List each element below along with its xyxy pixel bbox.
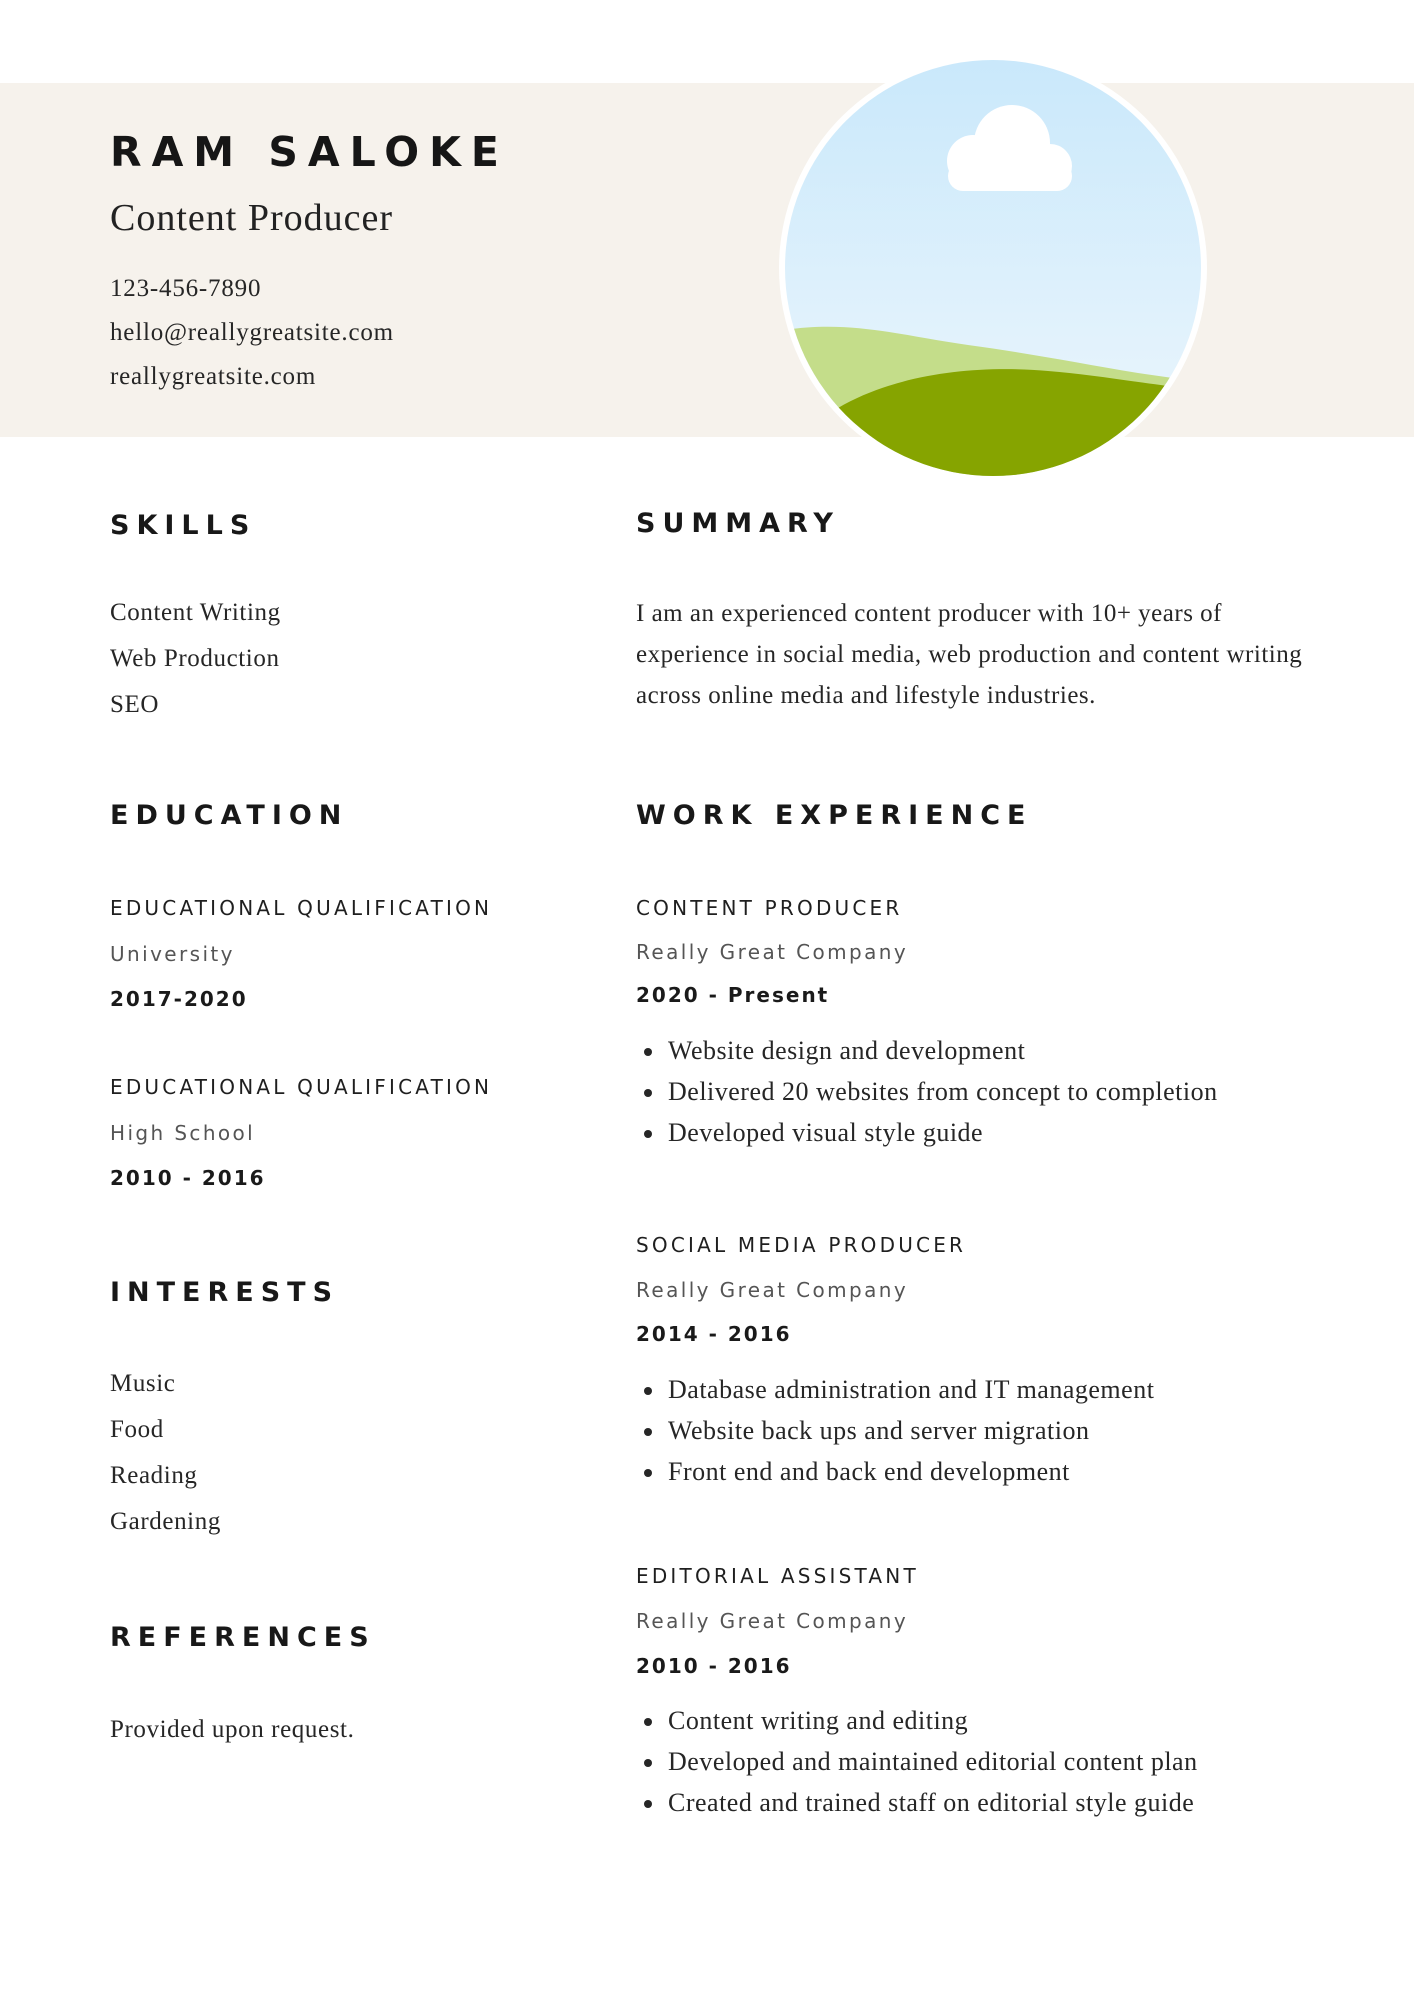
job-duty: • Website back ups and server migration	[666, 1410, 1154, 1451]
job-company: Really Great Company	[636, 940, 909, 964]
education-years: 2010 - 2016	[110, 1166, 266, 1190]
job-duty: • Database administration and IT management	[666, 1369, 1154, 1410]
summary-heading: SUMMARY	[636, 508, 840, 539]
job-years: 2014 - 2016	[636, 1322, 792, 1346]
summary-text: I am an experienced content producer with 10+ years of experience in social media, web production and content writing across online media and lifestyle industries.	[636, 600, 1303, 709]
interests-heading: INTERESTS	[110, 1277, 340, 1308]
job-position: CONTENT PRODUCER	[636, 896, 903, 920]
job-duty: • Front end and back end development	[666, 1451, 1154, 1492]
skill-item: Content Writing	[110, 599, 281, 626]
job-duties-list	[636, 1369, 1154, 1492]
phone-number: 123-456-7890	[110, 275, 262, 302]
skill-item: SEO	[110, 691, 160, 718]
education-qualification: EDUCATIONAL QUALIFICATION	[110, 1075, 493, 1099]
work-experience-heading: WORK EXPERIENCE	[636, 800, 1033, 831]
education-school: University	[110, 942, 235, 966]
skill-item: Web Production	[110, 645, 280, 672]
references-heading: REFERENCES	[110, 1622, 376, 1653]
education-years: 2017-2020	[110, 987, 248, 1011]
job-duties-list	[636, 1030, 1218, 1153]
job-duty: • Content writing and editing	[666, 1700, 1198, 1741]
profile-photo-placeholder	[778, 53, 1208, 483]
job-duty: • Developed and maintained editorial content plan	[666, 1741, 1198, 1782]
education-qualification: EDUCATIONAL QUALIFICATION	[110, 896, 493, 920]
job-years: 2010 - 2016	[636, 1654, 792, 1678]
job-duty: • Delivered 20 websites from concept to completion	[666, 1071, 1218, 1112]
skills-heading: SKILLS	[110, 510, 257, 541]
interest-item: Music	[110, 1370, 176, 1397]
interest-item: Gardening	[110, 1508, 221, 1535]
job-years: 2020 - Present	[636, 983, 830, 1007]
job-company: Really Great Company	[636, 1278, 909, 1302]
job-position: EDITORIAL ASSISTANT	[636, 1564, 919, 1588]
interest-item: Reading	[110, 1462, 198, 1489]
job-duties-list	[636, 1700, 1198, 1823]
education-school: High School	[110, 1121, 256, 1145]
resume-name: RAM SALOKE	[110, 128, 509, 176]
job-duty: • Website design and development	[666, 1030, 1218, 1071]
interest-item: Food	[110, 1416, 164, 1443]
job-duty: • Created and trained staff on editorial style guide	[666, 1782, 1198, 1823]
job-duty: • Developed visual style guide	[666, 1112, 1218, 1153]
references-text: Provided upon request.	[110, 1716, 355, 1743]
education-heading: EDUCATION	[110, 800, 349, 831]
email-address: hello@reallygreatsite.com	[110, 319, 394, 346]
job-position: SOCIAL MEDIA PRODUCER	[636, 1233, 967, 1257]
job-title: Content Producer	[110, 197, 394, 239]
job-company: Really Great Company	[636, 1609, 909, 1633]
website-url: reallygreatsite.com	[110, 363, 317, 390]
